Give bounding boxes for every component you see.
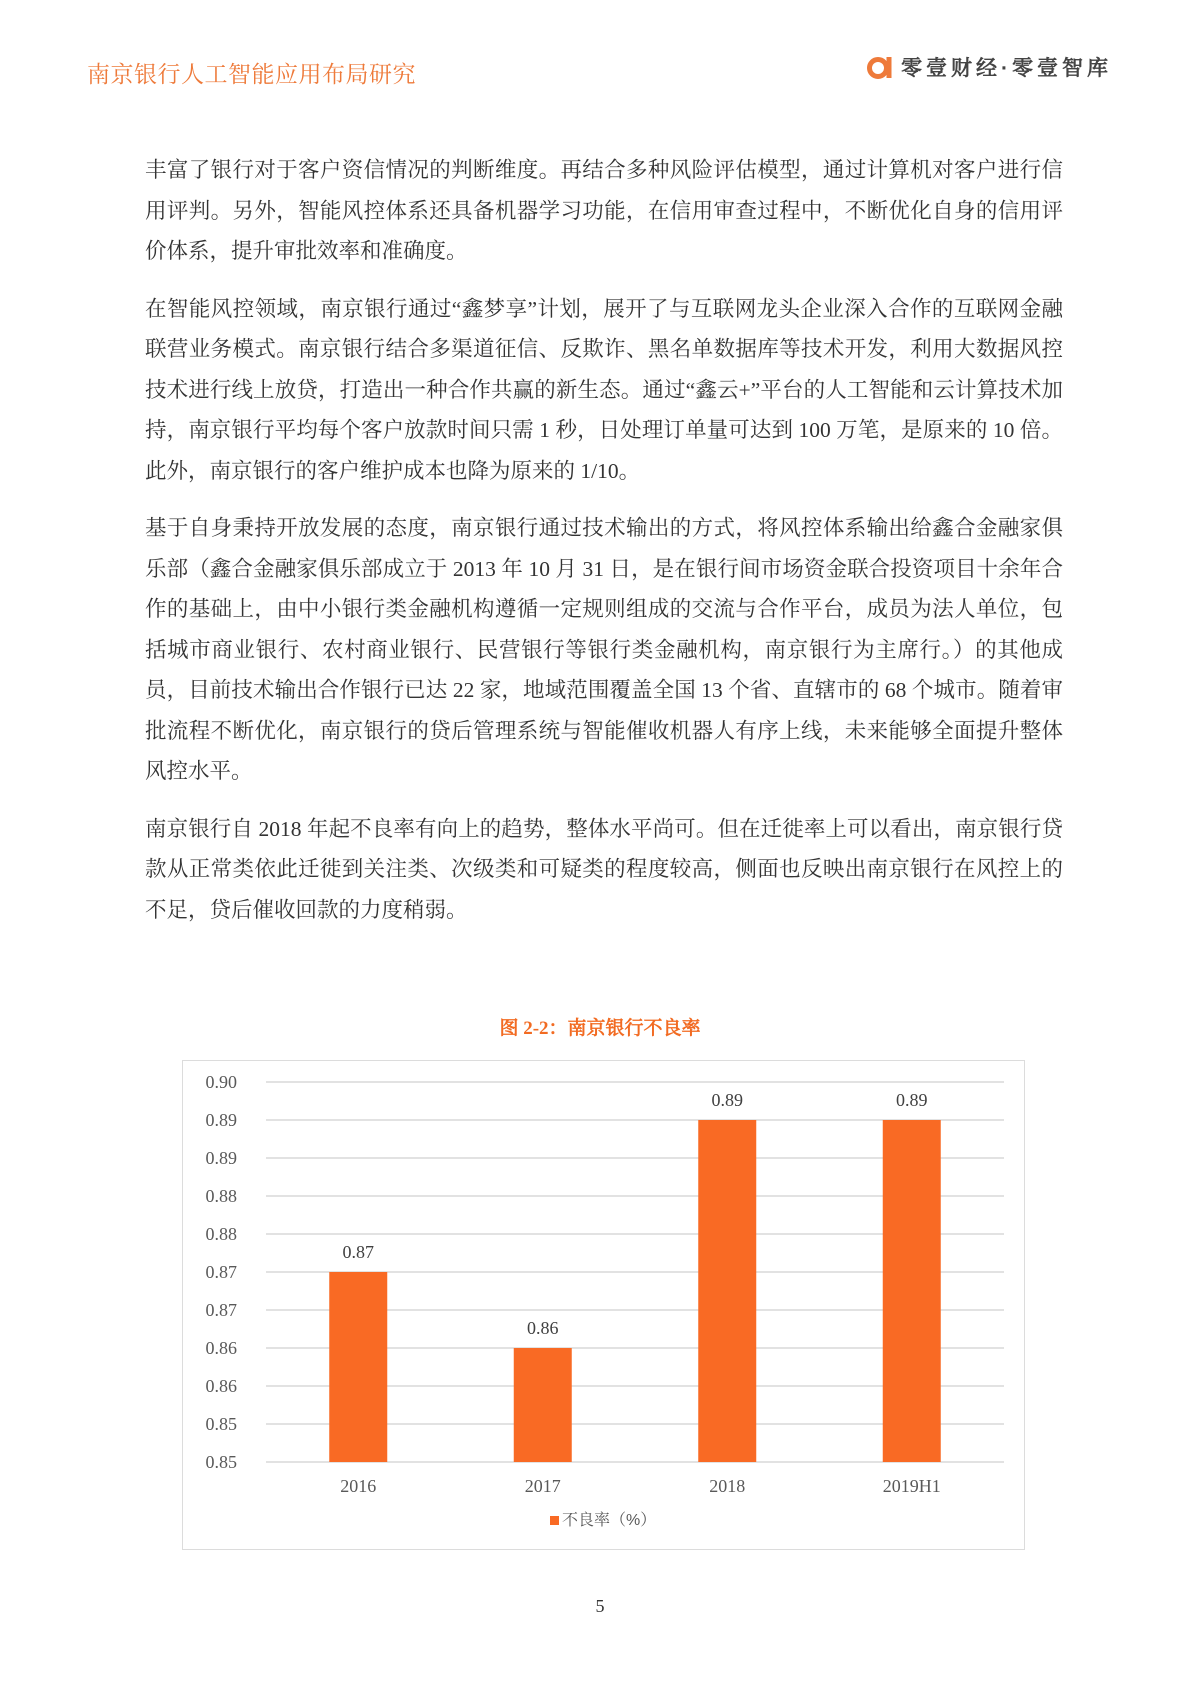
paragraph: 基于自身秉持开放发展的态度，南京银行通过技术输出的方式，将风控体系输出给鑫合金融家俱乐部（鑫合金融家俱乐部成立于 2013 年 10 月 31 日，是在银行间市场资金联合投资项目十余年合作的基础上，由中小银行类金融机构遵循一定规则组成的交流与合作平台，成员为法人单位，包括城市商业银行、农村商业银行、民营银行等银行类金融机构，南京银行为主席行。）的其他成员，目前技术输出合作银行已达 22 家，地域范围覆盖全国 13 个省、直辖市的 68 个城市。随着审批流程不断优化，南京银行的贷后管理系统与智能催收机器人有序上线，未来能够全面提升整体风控水平。 — [145, 516, 1063, 783]
y-tick-label: 0.85 — [205, 1414, 237, 1434]
x-tick-label: 2018 — [709, 1476, 746, 1496]
data-label: 0.89 — [896, 1090, 928, 1110]
body-text — [145, 150, 1063, 947]
x-tick-label: 2016 — [340, 1476, 377, 1496]
alpha-logo-icon — [865, 53, 893, 81]
x-tick-label: 2019H1 — [882, 1476, 941, 1496]
logo-text: 零壹财经·零壹智库 — [901, 57, 1112, 80]
paragraph: 丰富了银行对于客户资信情况的判断维度。再结合多种风险评估模型，通过计算机对客户进行信用评判。另外，智能风控体系还具备机器学习功能，在信用审查过程中，不断优化自身的信用评价体系，提升审批效率和准确度。 — [145, 158, 1063, 263]
bar-chart — [182, 1060, 1025, 1550]
data-label: 0.89 — [711, 1090, 743, 1110]
figure-title: 图 2-2：南京银行不良率 — [499, 1018, 701, 1039]
bar-2018 — [698, 1120, 756, 1462]
bar-2019H1 — [883, 1120, 941, 1462]
y-tick-label: 0.89 — [205, 1110, 237, 1130]
y-tick-label: 0.85 — [205, 1452, 237, 1472]
data-label: 0.86 — [527, 1318, 559, 1338]
y-tick-label: 0.87 — [205, 1300, 237, 1320]
y-tick-label: 0.90 — [205, 1072, 237, 1092]
paragraph: 在智能风控领域，南京银行通过“鑫梦享”计划，展开了与互联网龙头企业深入合作的互联网金融联营业务模式。南京银行结合多渠道征信、反欺诈、黑名单数据库等技术开发，利用大数据风控技术进行线上放贷，打造出一种合作共赢的新生态。通过“鑫云+”平台的人工智能和云计算技术加持，南京银行平均每个客户放款时间只需 1 秒，日处理订单量可达到 100 万笔，是原来的 10 倍。此外，南京银行的客户维护成本也降为原来的 1/10。 — [145, 296, 1063, 483]
bar-2016 — [329, 1272, 387, 1462]
y-tick-label: 0.88 — [205, 1186, 237, 1206]
paragraph: 南京银行自 2018 年起不良率有向上的趋势，整体水平尚可。但在迁徙率上可以看出，南京银行贷款从正常类依此迁徙到关注类、次级类和可疑类的程度较高，侧面也反映出南京银行在风控上的不足，贷后催收回款的力度稍弱。 — [145, 816, 1063, 922]
y-tick-label: 0.87 — [205, 1262, 237, 1282]
x-tick-label: 2017 — [524, 1476, 561, 1496]
y-tick-label: 0.86 — [205, 1376, 237, 1396]
publisher-logo — [865, 52, 1112, 82]
y-tick-label: 0.86 — [205, 1338, 237, 1358]
chart-svg — [183, 1061, 1026, 1551]
y-tick-label: 0.89 — [205, 1148, 237, 1168]
y-tick-label: 0.88 — [205, 1224, 237, 1244]
bar-2017 — [514, 1348, 572, 1462]
page-number: 5 — [595, 1596, 605, 1616]
legend-swatch — [550, 1516, 559, 1525]
document-header-title: 南京银行人工智能应用布局研究 — [87, 61, 416, 87]
data-label: 0.87 — [342, 1242, 374, 1262]
legend-label: 不良率（%） — [562, 1512, 657, 1529]
